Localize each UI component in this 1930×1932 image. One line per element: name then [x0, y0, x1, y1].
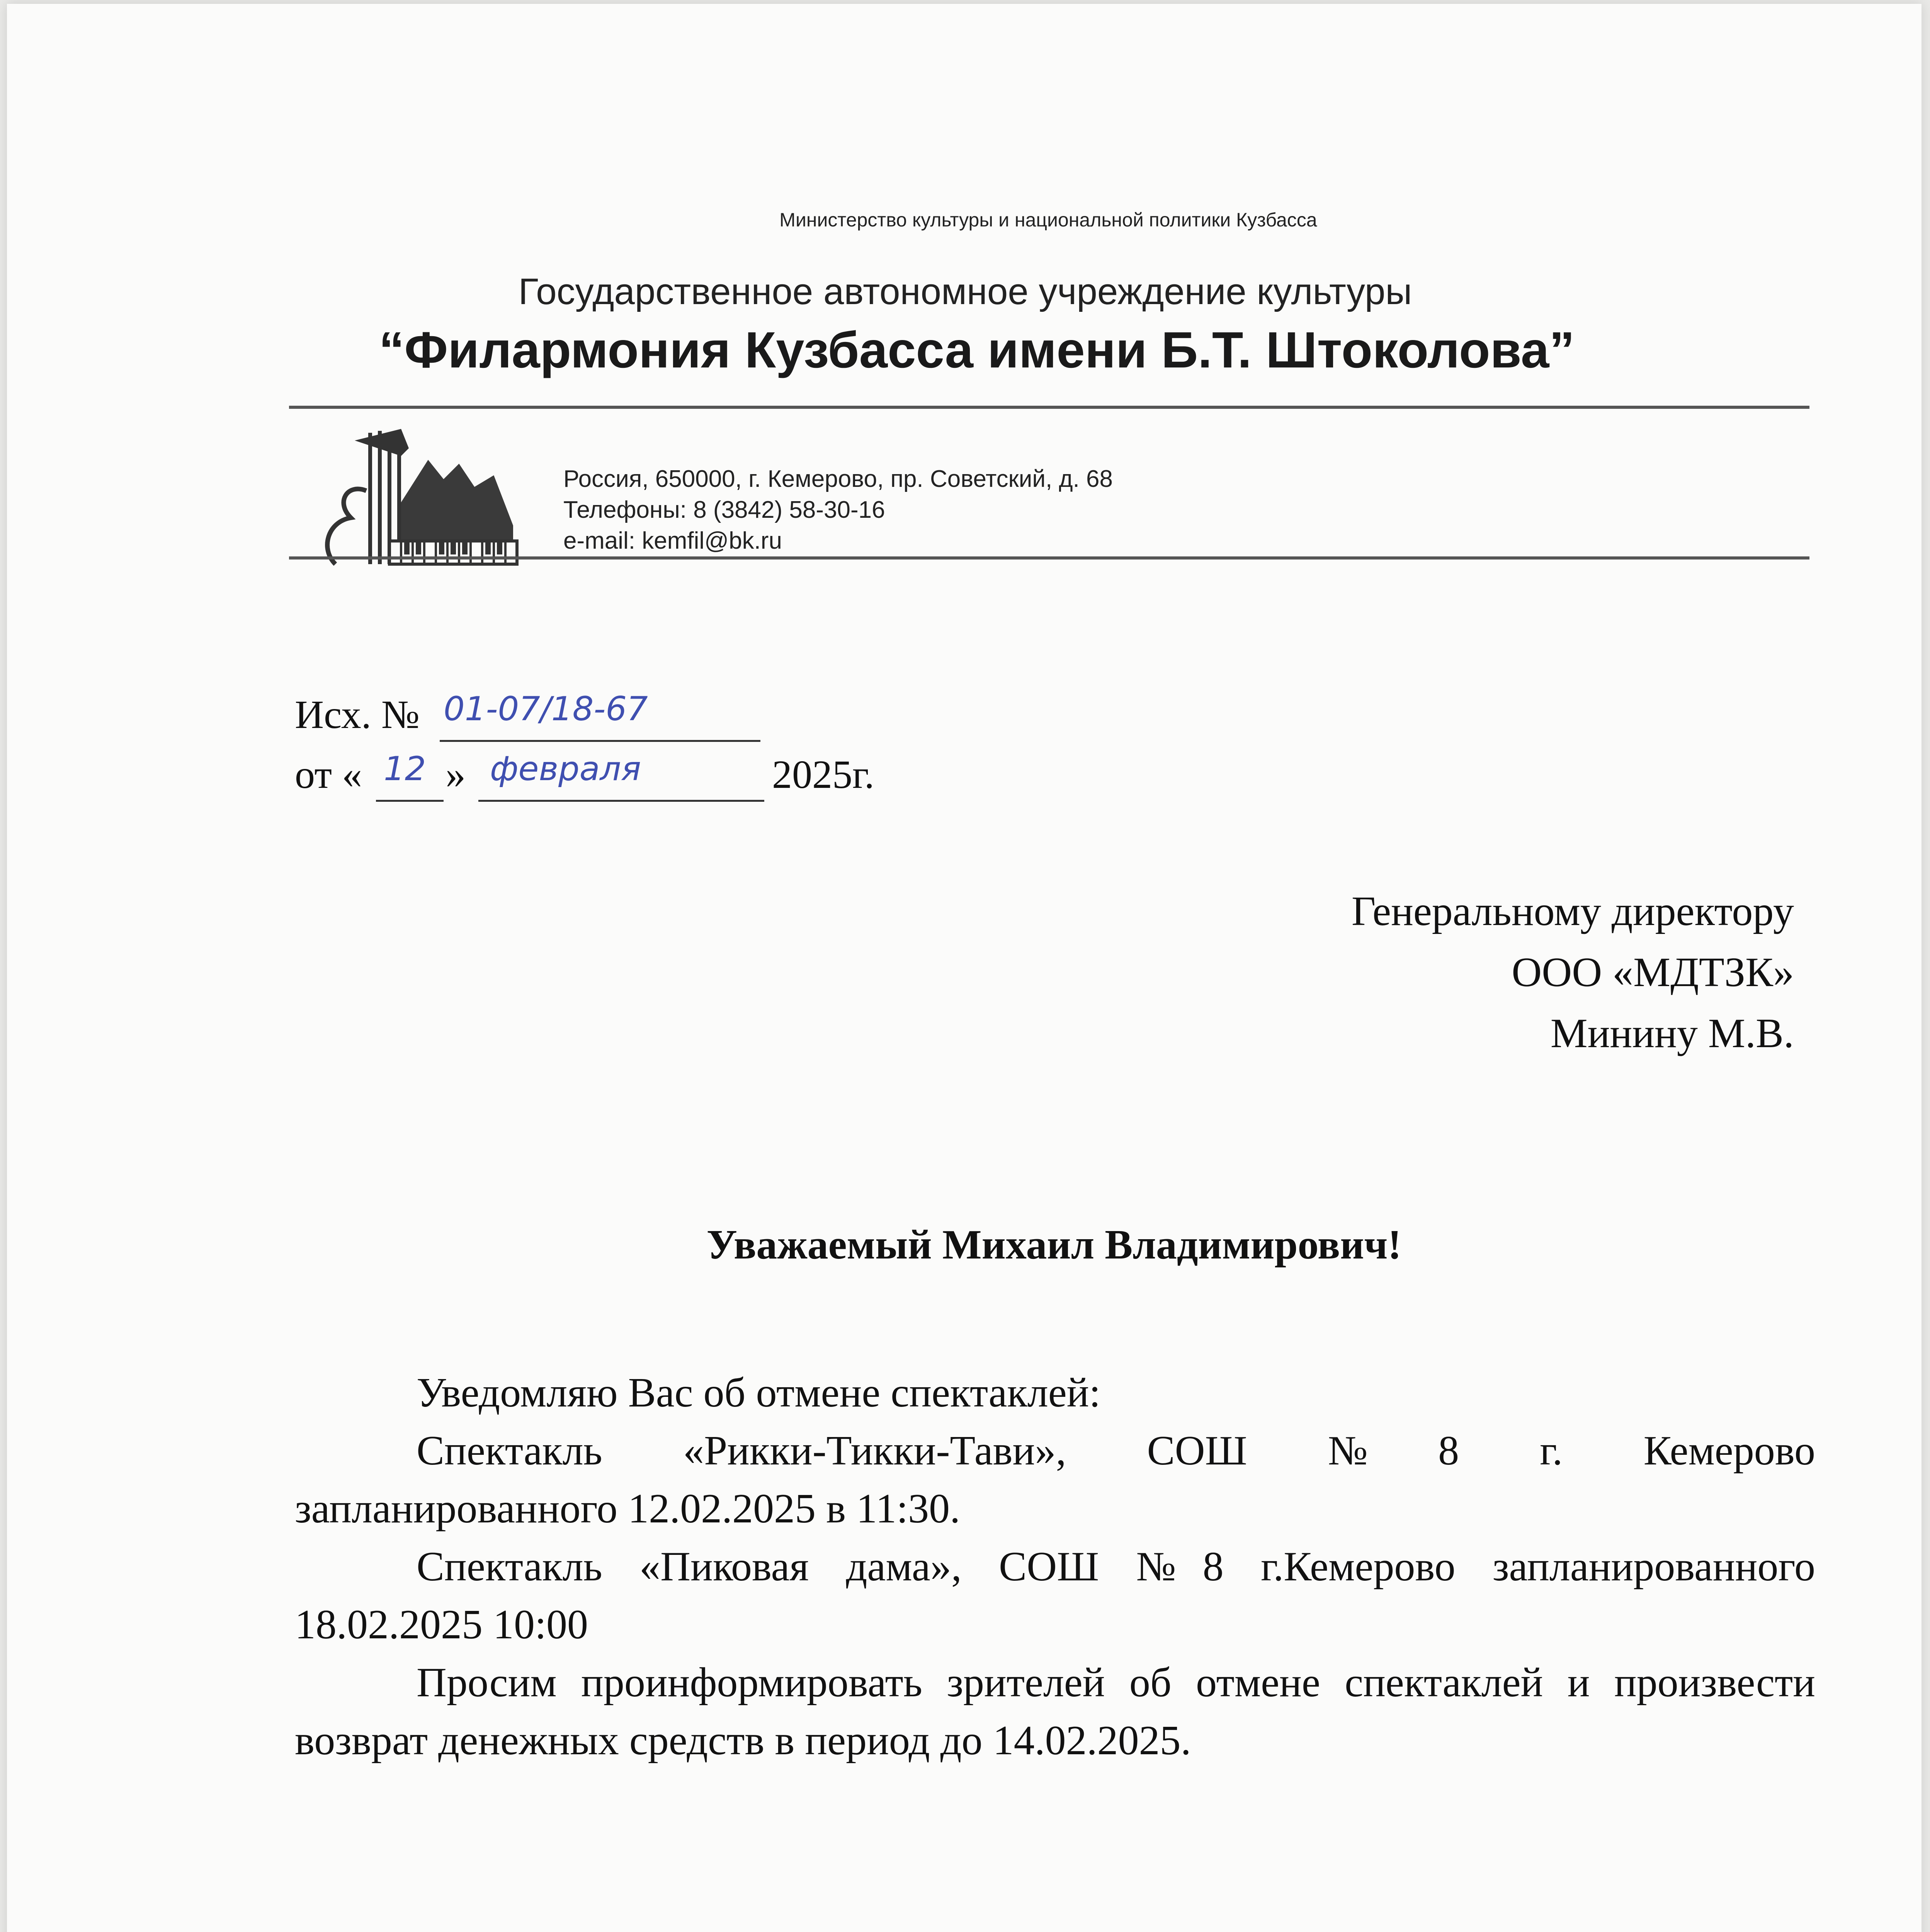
- number-underline: [440, 740, 760, 742]
- outgoing-number: [295, 692, 420, 738]
- outgoing-number-label: Исх. №: [295, 692, 420, 737]
- addressee-company: ООО «МДТЗК»: [1512, 949, 1794, 995]
- body-paragraph-2-line-1: Спектакль «Рикки-Тикки-Тави», СОШ №8 г. Кемерово: [417, 1428, 1815, 1474]
- outgoing-date-closing-quote: »: [446, 752, 466, 797]
- addressee-position: Генеральному директору: [1351, 888, 1794, 934]
- greeting: Уважаемый Михаил Владимирович!: [706, 1222, 1402, 1268]
- email-line: e-mail: kemfil@bk.ru: [563, 527, 782, 554]
- phone-line: Телефоны: 8 (3842) 58-30-16: [563, 497, 885, 523]
- outgoing-date-year: 2025г.: [772, 752, 874, 797]
- institution-type: Государственное автономное учреждение культуры: [518, 271, 1412, 312]
- body-paragraph-4-line-2: возврат денежных средств в период до 14.02.2025.: [295, 1718, 1191, 1764]
- body-paragraph-3-line-1: Спектакль «Пиковая дама», СОШ №8 г.Кемерово запланированного: [417, 1544, 1815, 1590]
- outgoing-number-handwritten: 01-07/18-67: [444, 690, 648, 728]
- body-paragraph-4-line-1: Просим проинформировать зрителей об отмене спектаклей и произвести: [417, 1660, 1815, 1706]
- philharmonic-logo-icon: [312, 425, 521, 572]
- addressee-block: [1352, 881, 1794, 1064]
- addressee-name: Минину М.В.: [1550, 1010, 1794, 1056]
- body-paragraph-2-line-2: запланированного 12.02.2025 в 11:30.: [295, 1486, 961, 1532]
- institution-name: “Филармония Кузбасса имени Б.Т. Штоколова”: [379, 321, 1575, 378]
- outgoing-date-prefix: от «: [295, 752, 362, 797]
- body-paragraph-3-line-2: 18.02.2025 10:00: [295, 1602, 588, 1648]
- body: [295, 1364, 1815, 1770]
- outgoing-date-day-handwritten: 12: [384, 750, 426, 788]
- body-paragraph-1: Уведомляю Вас об отмене спектаклей:: [417, 1370, 1101, 1416]
- letter-page: [7, 4, 1921, 1932]
- day-underline: [376, 800, 444, 802]
- ministry-name: Министерство культуры и национальной политики Кузбасса: [779, 209, 1317, 231]
- address-line: Россия, 650000, г. Кемерово, пр. Советский, д. 68: [563, 466, 1113, 492]
- month-underline: [478, 800, 764, 802]
- letterhead-bottom-rule: [289, 556, 1809, 560]
- letterhead-top-rule: [289, 406, 1809, 409]
- outgoing-date-month-handwritten: февраля: [490, 750, 641, 788]
